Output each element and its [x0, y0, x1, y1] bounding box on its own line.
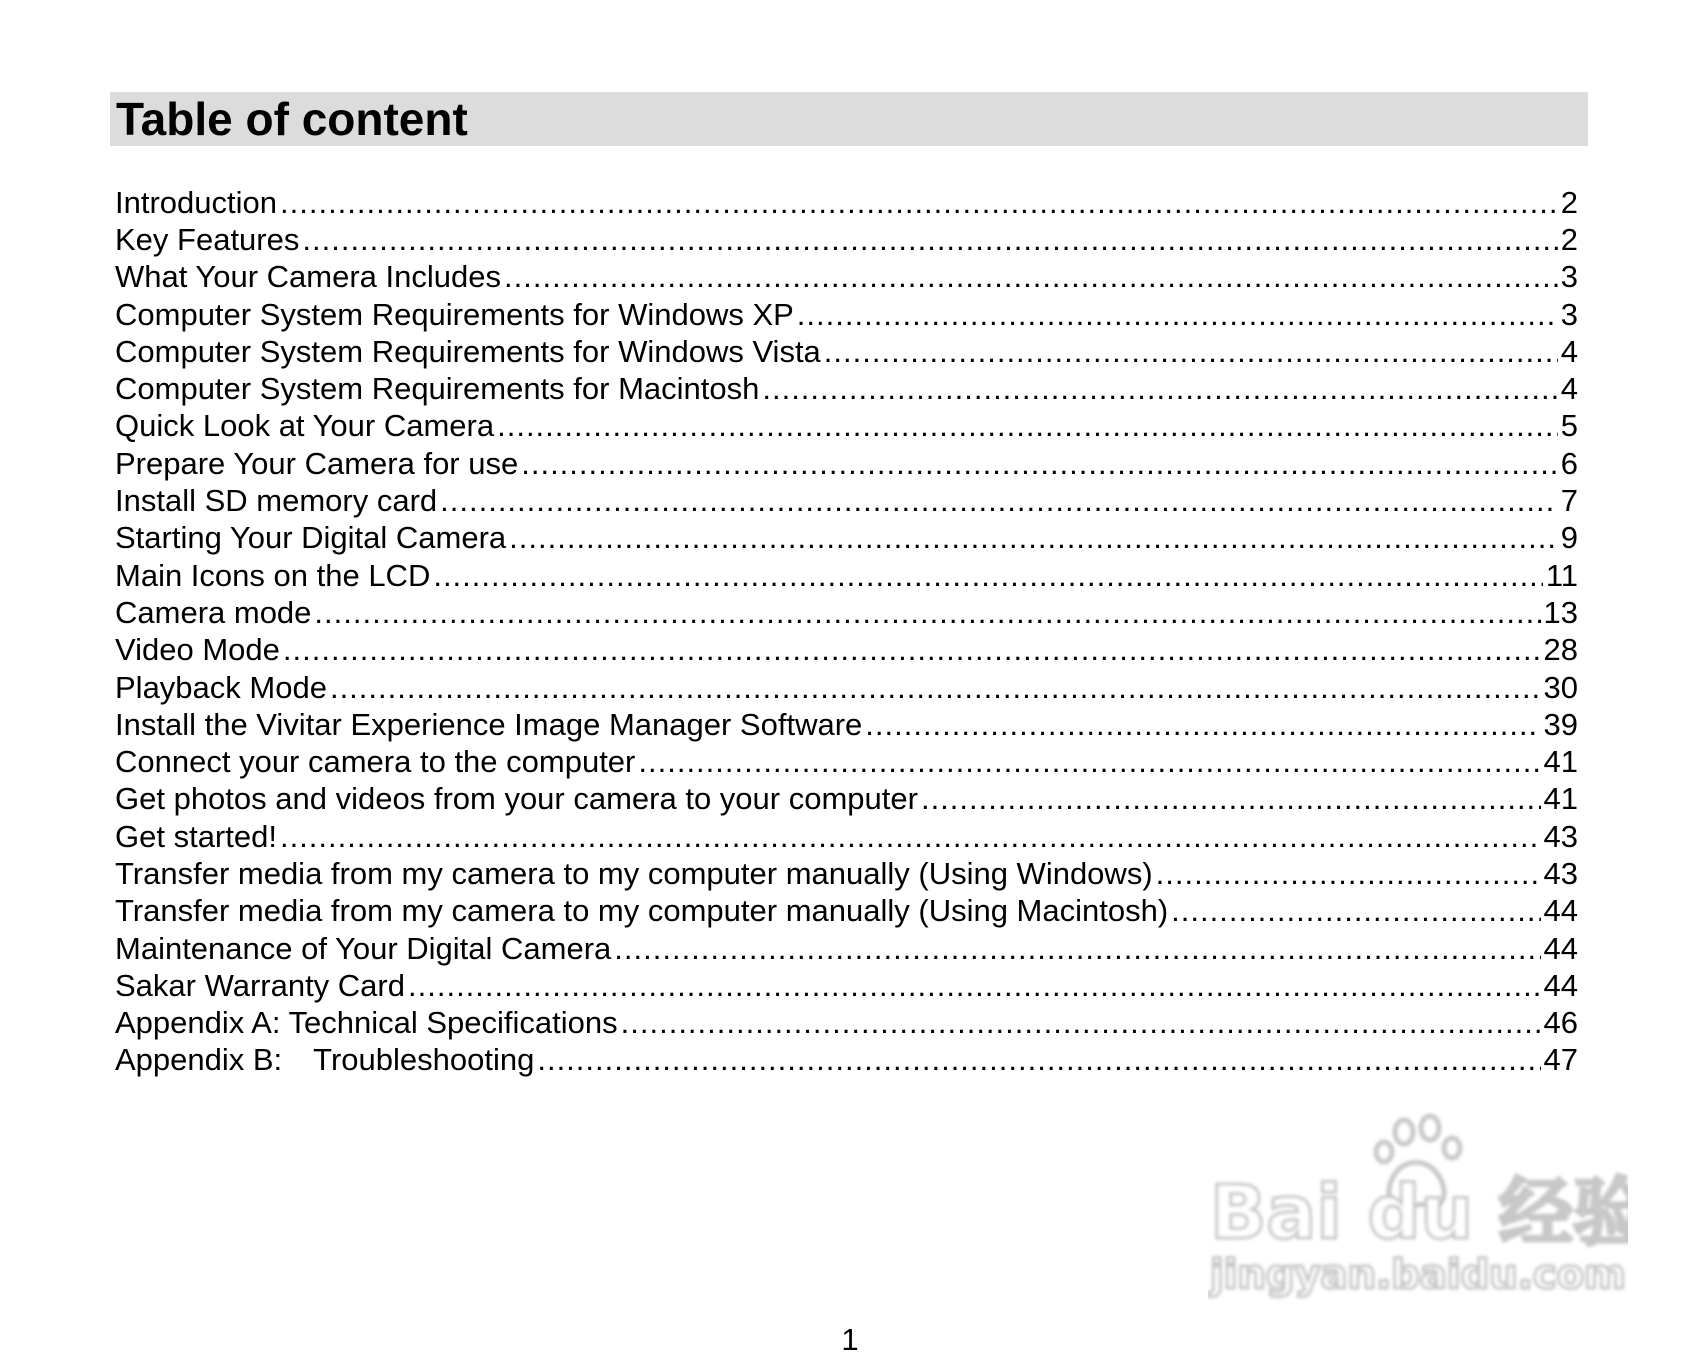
- toc-entry-page: 3: [1560, 259, 1578, 295]
- toc-entry-page: 2: [1560, 221, 1578, 257]
- toc-leader-dots: [280, 185, 1558, 221]
- toc-leader-dots: [283, 632, 1541, 668]
- watermark-logo-text: Bai du 经验: [1210, 1170, 1628, 1256]
- toc-entry-label: Maintenance of Your Digital Camera: [115, 930, 612, 966]
- toc-entry-label: Starting Your Digital Camera: [115, 520, 507, 556]
- baidu-jingyan-watermark: [1208, 1112, 1628, 1312]
- toc-entry-page: 44: [1543, 967, 1578, 1003]
- toc-entry[interactable]: [115, 893, 1578, 930]
- toc-entry-label: Sakar Warranty Card: [115, 967, 405, 1003]
- toc-leader-dots: [865, 707, 1540, 743]
- toc-leader-dots: [614, 931, 1540, 967]
- toc-entry-page: 28: [1543, 632, 1578, 668]
- toc-entry-page: 44: [1543, 893, 1578, 929]
- toc-entry-page: 3: [1560, 296, 1578, 332]
- toc-entry-label: Get started!: [115, 818, 277, 854]
- toc-entry-label: Appendix B: Troubleshooting: [115, 1042, 535, 1078]
- toc-entry-page: 43: [1543, 855, 1578, 891]
- toc-entry-label: Playback Mode: [115, 669, 327, 705]
- toc-entry-page: 47: [1543, 1042, 1578, 1078]
- toc-entry[interactable]: [115, 520, 1578, 557]
- toc-entry-label: Install SD memory card: [115, 483, 438, 519]
- page-number: 1: [841, 1322, 859, 1357]
- toc-entry-label: Main Icons on the LCD: [115, 557, 431, 593]
- toc-entry-page: 30: [1543, 669, 1578, 705]
- page-title: Table of content: [116, 93, 468, 145]
- toc-entry-label: Key Features: [115, 221, 300, 257]
- toc-leader-dots: [509, 520, 1558, 556]
- toc-entry-page: 13: [1543, 594, 1578, 630]
- toc-leader-dots: [302, 222, 1557, 258]
- toc-entry-page: 39: [1543, 706, 1578, 742]
- toc-entry[interactable]: [115, 818, 1578, 855]
- toc-entry-page: 7: [1560, 483, 1578, 519]
- toc-entry-page: 2: [1560, 184, 1578, 220]
- toc-entry[interactable]: [115, 557, 1578, 594]
- toc-entry-page: 43: [1543, 818, 1578, 854]
- toc-entry[interactable]: [115, 296, 1578, 333]
- table-of-contents: [115, 184, 1578, 1079]
- toc-leader-dots: [621, 1005, 1541, 1041]
- toc-entry-page: 4: [1560, 333, 1578, 369]
- toc-entry-page: 44: [1543, 930, 1578, 966]
- toc-entry-label: Get photos and videos from your camera to your computer: [115, 781, 918, 817]
- toc-entry-label: Connect your camera to the computer: [115, 744, 636, 780]
- toc-entry-label: Computer System Requirements for Windows XP: [115, 296, 794, 332]
- toc-leader-dots: [408, 968, 1541, 1004]
- toc-leader-dots: [433, 558, 1542, 594]
- toc-entry[interactable]: [115, 408, 1578, 445]
- toc-leader-dots: [537, 1042, 1540, 1078]
- toc-entry-page: 6: [1560, 445, 1578, 481]
- toc-leader-dots: [497, 408, 1558, 444]
- toc-entry[interactable]: [115, 632, 1578, 669]
- paw-icon: [1208, 1112, 1628, 1312]
- toc-leader-dots: [797, 297, 1558, 333]
- toc-entry-label: What Your Camera Includes: [115, 259, 501, 295]
- toc-entry-page: 41: [1543, 781, 1578, 817]
- toc-leader-dots: [440, 483, 1558, 519]
- toc-leader-dots: [330, 670, 1541, 706]
- toc-entry[interactable]: [115, 967, 1578, 1004]
- toc-entry[interactable]: [115, 855, 1578, 892]
- toc-leader-dots: [280, 819, 1541, 855]
- toc-leader-dots: [762, 371, 1557, 407]
- toc-entry[interactable]: [115, 445, 1578, 482]
- toc-entry-page: 4: [1560, 371, 1578, 407]
- toc-leader-dots: [1171, 893, 1540, 929]
- toc-entry[interactable]: [115, 743, 1578, 780]
- toc-entry-label: Prepare Your Camera for use: [115, 445, 519, 481]
- toc-entry-label: Computer System Requirements for Windows Vista: [115, 333, 821, 369]
- toc-leader-dots: [314, 595, 1540, 631]
- toc-entry[interactable]: [115, 1005, 1578, 1042]
- toc-entry-page: 46: [1543, 1005, 1578, 1041]
- toc-entry-page: 41: [1543, 744, 1578, 780]
- toc-entry-label: Introduction: [115, 184, 277, 220]
- toc-leader-dots: [638, 744, 1540, 780]
- toc-leader-dots: [1156, 856, 1541, 892]
- toc-leader-dots: [921, 781, 1541, 817]
- toc-entry[interactable]: [115, 333, 1578, 370]
- toc-entry-page: 9: [1560, 520, 1578, 556]
- toc-entry-label: Computer System Requirements for Macintosh: [115, 371, 760, 407]
- toc-leader-dots: [521, 446, 1558, 482]
- title-band: [110, 92, 1588, 146]
- toc-entry-label: Video Mode: [115, 632, 280, 668]
- toc-entry[interactable]: [115, 259, 1578, 296]
- toc-entry[interactable]: [115, 706, 1578, 743]
- toc-entry[interactable]: [115, 781, 1578, 818]
- toc-leader-dots: [824, 334, 1558, 370]
- toc-entry[interactable]: [115, 184, 1578, 221]
- toc-entry[interactable]: [115, 669, 1578, 706]
- toc-entry-label: Quick Look at Your Camera: [115, 408, 495, 444]
- toc-entry[interactable]: [115, 221, 1578, 258]
- toc-entry-label: Transfer media from my camera to my computer manually (Using Windows): [115, 855, 1153, 891]
- toc-entry-label: Camera mode: [115, 594, 312, 630]
- watermark-url-text: jingyan.baidu.com: [1210, 1252, 1626, 1298]
- toc-entry[interactable]: [115, 1042, 1578, 1079]
- toc-entry-label: Transfer media from my camera to my computer manually (Using Macintosh): [115, 893, 1169, 929]
- toc-entry[interactable]: [115, 594, 1578, 631]
- toc-entry[interactable]: [115, 370, 1578, 407]
- toc-entry-page: 5: [1560, 408, 1578, 444]
- toc-entry-label: Appendix A: Technical Specifications: [115, 1005, 618, 1041]
- toc-entry[interactable]: [115, 930, 1578, 967]
- toc-entry-label: Install the Vivitar Experience Image Manager Software: [115, 706, 863, 742]
- toc-entry[interactable]: [115, 482, 1578, 519]
- toc-entry-page: 11: [1545, 557, 1578, 593]
- toc-leader-dots: [504, 259, 1558, 295]
